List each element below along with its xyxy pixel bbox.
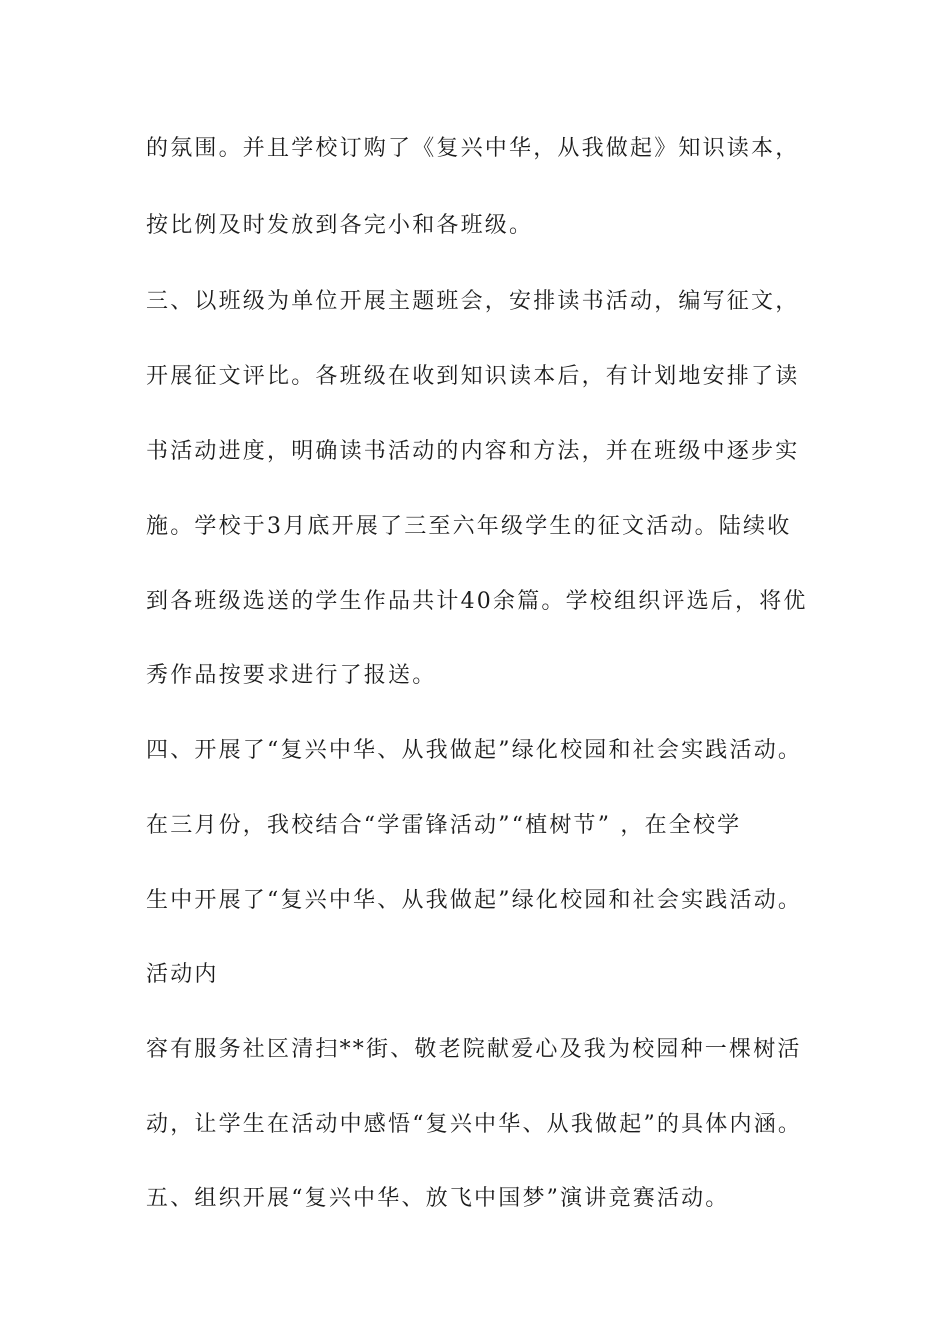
paragraph-line: 开展征文评比。各班级在收到知识读本后，有计划地安排了读 bbox=[146, 364, 800, 389]
paragraph-line: 动，让学生在活动中感悟“复兴中华、从我做起”的具体内涵。 bbox=[146, 1112, 803, 1137]
paragraph-line: 书活动进度，明确读书活动的内容和方法，并在班级中逐步实 bbox=[146, 439, 800, 464]
paragraph-line: 容有服务社区清扫**街、敬老院献爱心及我为校园种一棵树活 bbox=[146, 1037, 802, 1062]
paragraph-line: 的氛围。并且学校订购了《复兴中华，从我做起》知识读本， bbox=[146, 136, 800, 161]
paragraph-line: 施。学校于3月底开展了三至六年级学生的征文活动。陆续收 bbox=[146, 514, 792, 539]
section-heading-4: 四、开展了“复兴中华、从我做起”绿化校园和社会实践活动。 bbox=[146, 738, 803, 763]
paragraph-line: 秀作品按要求进行了报送。 bbox=[146, 663, 437, 688]
paragraph-line: 活动内 bbox=[146, 962, 219, 987]
paragraph-line: 在三月份，我校结合“学雷锋活动”“植树节” ，在全校学 bbox=[146, 813, 742, 838]
paragraph-line: 生中开展了“复兴中华、从我做起”绿化校园和社会实践活动。 bbox=[146, 888, 803, 913]
paragraph-line: 到各班级选送的学生作品共计40余篇。学校组织评选后，将优 bbox=[146, 589, 808, 614]
section-heading-5: 五、组织开展“复兴中华、放飞中国梦”演讲竞赛活动。 bbox=[146, 1186, 730, 1211]
paragraph-line: 按比例及时发放到各完小和各班级。 bbox=[146, 213, 534, 238]
section-heading-3: 三、以班级为单位开展主题班会，安排读书活动，编写征文， bbox=[146, 289, 800, 314]
